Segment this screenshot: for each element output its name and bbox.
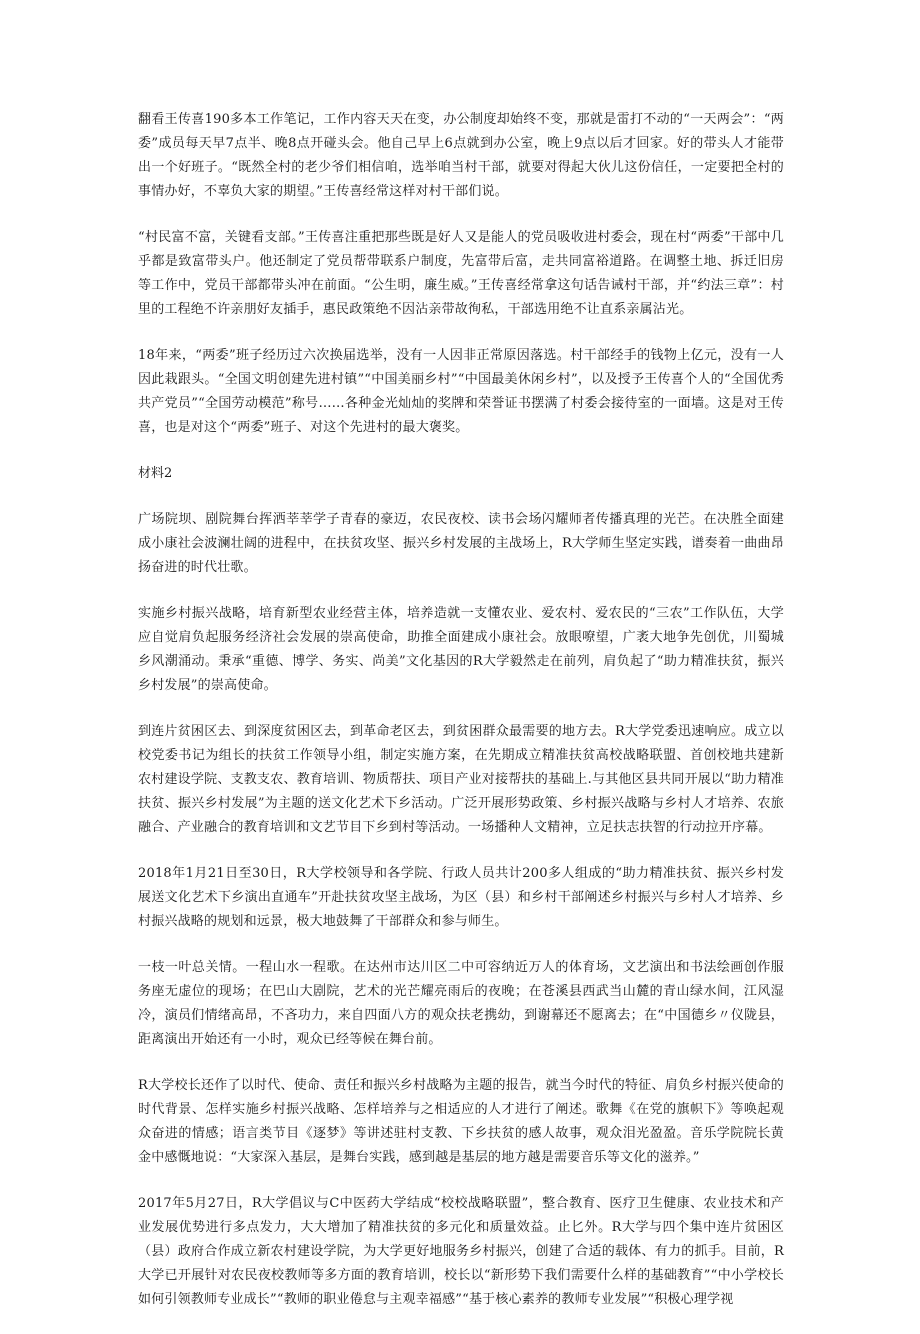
paragraph-intro-r-university: 广场院坝、剧院舞台挥洒莘莘学子青春的豪迈，农民夜校、读书会场闪耀师者传播真理的光芒。在决胜全面建成小康社会波澜壮阔的进程中，在扶贫攻坚、振兴乡村发展的主战场上，R大学师生坚定实践，谱奏着一曲曲昂扬奋进的时代壮歌。 xyxy=(138,512,784,575)
paragraph-2018-tour: 2018年1月21日至30日，R大学校领导和各学院、行政人员共计200多人组成的“助力精准扶贫、振兴乡村发展送文化艺术下乡演出直通车”开赴扶贫攻坚主战场，为区（县）和乡村干部阐述乡村振兴与乡村人才培养、乡村振兴战略的规划和远景，极大地鼓舞了干部群众和参与师生。 xyxy=(138,866,784,929)
paragraph-work-notes: 翻看王传喜190多本工作笔记，工作内容天天在变，办公制度却始终不变，那就是雷打不动的“一天两会”：“两委”成员每天早7点半、晚8点开碰头会。他自己早上6点就到办公室，晚上9点以后才回家。好的带头人才能带出一个好班子。“既然全村的老少爷们相信咱，选举咱当村干部，就要对得起大伙儿这份信任，一定要把全村的事情办好，不辜负大家的期望。”王传喜经常这样对村干部们说。 xyxy=(138,112,784,199)
section-heading-material-2: 材料2 xyxy=(138,466,173,481)
paragraph-party-response: 到连片贫困区去、到深度贫困区去，到革命老区去，到贫困群众最需要的地方去。R大学党委迅速响应。成立以校党委书记为组长的扶贫工作领导小组，制定实施方案，在先期成立精准扶贫高校战略联盟、首创校地共建新农村建设学院、支教支农、教育培训、物质帮扶、项目产业对接帮扶的基础上.与其他区县共同开展以“助力精准扶贫、振兴乡村发展”为主题的送文化艺术下乡活动。广泛开展形势政策、乡村振兴战略与乡村人才培养、农旅融合、产业融合的教育培训和文艺节目下乡到村等活动。一场播种人文精神，立足扶志扶智的行动拉开序幕。 xyxy=(138,724,784,835)
paragraph-performances: 一枝一叶总关情。一程山水一程歌。在达州市达川区二中可容纳近万人的体育场，文艺演出和书法绘画创作服务座无虚位的现场；在巴山大剧院，艺术的光芒耀亮雨后的夜晚；在苍溪县西武当山麓的青山绿水间，江风湿冷，演员们情绪高昂，不吝功力，来自四面八方的观众扶老携幼，到谢幕还不愿离去；在“中国德乡〃仪陇县，距离演出开始还有一小时，观众已经等候在舞台前。 xyxy=(138,960,784,1047)
paragraph-2017-alliance: 2017年5月27日，R大学倡议与C中医药大学结成“校校战略联盟”，整合教育、医疗卫生健康、农业技术和产业发展优势进行多点发力，大大增加了精准扶贫的多元化和质量效益。止匕外。R大学与四个集中连片贫困区（县）政府合作成立新农村建设学院，为大学更好地服务乡村振兴，创建了合适的载体、有力的抓手。目前，R大学已开展针对农民夜校教师等多方面的教育培训，校长以“新形势下我们需要什么样的基础教育”“中小学校长如何引领教师专业成长”“教师的职业倦怠与主观幸福感”“基于核心素养的教师专业发展”“积极心理学视 xyxy=(138,1196,784,1307)
paragraph-president-report: R大学校长还作了以时代、使命、责任和振兴乡村战略为主题的报告，就当今时代的特征、肩负乡村振兴使命的时代背景、怎样实施乡村振兴战略、怎样培养与之相适应的人才进行了阐述。歌舞《在党的旗帜下》等唤起观众奋进的情感；语言类节目《逐梦》等讲述驻村支教、下乡扶贫的感人故事，观众泪光盈盈。音乐学院院长黄金中感慨地说：“大家深入基层，是舞台实践，感到越是基层的地方越是需要音乐等文化的滋养。” xyxy=(138,1078,784,1165)
paragraph-honors: 18年来，“两委”班子经历过六次换届选举，没有一人因非正常原因落选。村干部经手的钱物上亿元，没有一人因此栽跟头。“全国文明创建先进村镇”“中国美丽乡村”“中国最美休闲乡村”，以及授予王传喜个人的“全国优秀共产党员”“全国劳动模范”称号……各种金光灿灿的奖牌和荣誉证书摆满了村委会接待室的一面墙。这是对王传喜，也是对这个“两委”班子、对这个先进村的最大褒奖。 xyxy=(138,348,784,435)
document-page xyxy=(138,108,784,1334)
paragraph-branch-leadership: “村民富不富，关键看支部。”王传喜注重把那些既是好人又是能人的党员吸收进村委会，现在村“两委”干部中几乎都是致富带头户。他还制定了党员帮带联系户制度，先富带后富，走共同富裕道路。在调整土地、拆迁旧房等工作中，党员干部都带头冲在前面。“公生明，廉生威。”王传喜经常拿这句话告诫村干部，并“约法三章”：村里的工程绝不许亲朋好友插手，惠民政策绝不因沾亲带故徇私，干部选用绝不让直系亲属沾光。 xyxy=(138,230,784,317)
paragraph-rural-revitalization: 实施乡村振兴战略，培育新型农业经营主体，培养造就一支懂农业、爱农村、爱农民的“三农”工作队伍，大学应自觉肩负起服务经济社会发展的崇高使命，助推全面建成小康社会。放眼嘹望，广袤大地争先创优，川蜀城乡风潮涌动。秉承“重德、博学、务实、尚美”文化基因的R大学毅然走在前列，肩负起了“助力精准扶贫，振兴乡村发展”的崇高使命。 xyxy=(138,606,784,693)
